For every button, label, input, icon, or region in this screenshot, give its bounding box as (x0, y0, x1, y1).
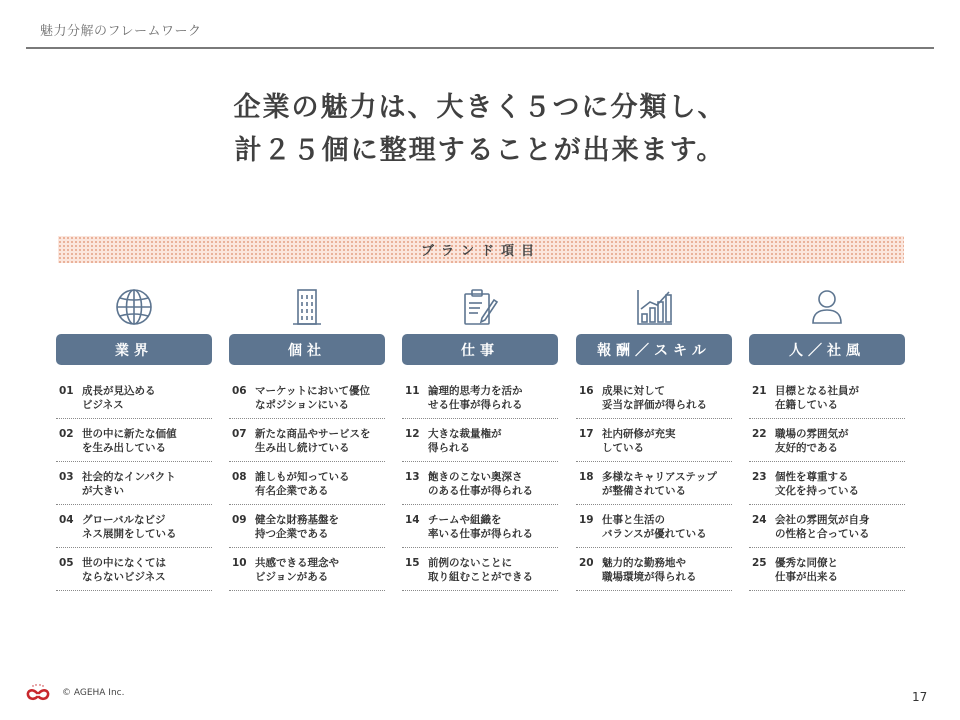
item-number: 24 (752, 514, 767, 526)
item-text: 健全な財務基盤を 持つ企業である (255, 514, 339, 540)
category-column-people-culture (749, 285, 905, 591)
category-label-reward-skill: 報酬／スキル (576, 334, 732, 365)
list-item (749, 462, 905, 505)
item-number: 12 (405, 428, 420, 440)
item-number: 19 (579, 514, 594, 526)
list-item (56, 548, 212, 591)
item-number: 15 (405, 557, 420, 569)
list-item (402, 548, 558, 591)
category-label-work: 仕事 (402, 334, 558, 365)
item-number: 08 (232, 471, 247, 483)
list-item (229, 419, 385, 462)
item-number: 14 (405, 514, 420, 526)
item-number: 01 (59, 385, 74, 397)
item-list (56, 376, 212, 591)
list-item (576, 376, 732, 419)
list-item (56, 505, 212, 548)
ageha-logo-icon (25, 683, 51, 705)
list-item (56, 376, 212, 419)
item-number: 25 (752, 557, 767, 569)
item-text: 誰しもが知っている 有名企業である (255, 471, 350, 497)
item-text: 魅力的な勤務地や 職場環境が得られる (602, 557, 697, 583)
item-number: 22 (752, 428, 767, 440)
category-column-industry (56, 285, 212, 591)
item-text: 世の中に新たな価値 を生み出している (82, 428, 177, 454)
item-number: 10 (232, 557, 247, 569)
item-list (229, 376, 385, 591)
item-text: 新たな商品やサービスを 生み出し続けている (255, 428, 371, 454)
item-text: 社内研修が充実 している (602, 428, 676, 454)
item-number: 16 (579, 385, 594, 397)
item-text: チームや組織を 率いる仕事が得られる (428, 514, 533, 540)
item-text: 成長が見込める ビジネス (82, 385, 156, 411)
item-text: 会社の雰囲気が自身 の性格と合っている (775, 514, 870, 540)
item-list (576, 376, 732, 591)
bar-chart-icon (632, 285, 676, 329)
item-number: 11 (405, 385, 420, 397)
item-text: 多様なキャリアステップ が整備されている (602, 471, 717, 497)
list-item (749, 548, 905, 591)
list-item (229, 462, 385, 505)
clipboard-pen-icon (458, 285, 502, 329)
item-text: 個性を尊重する 文化を持っている (775, 471, 859, 497)
item-text: 目標となる社員が 在籍している (775, 385, 859, 411)
category-label-people-culture: 人／社風 (749, 334, 905, 365)
list-item (576, 548, 732, 591)
item-number: 04 (59, 514, 74, 526)
category-column-reward-skill (576, 285, 732, 591)
list-item (576, 462, 732, 505)
item-text: 職場の雰囲気が 友好的である (775, 428, 849, 454)
item-number: 03 (59, 471, 74, 483)
item-text: 共感できる理念や ビジョンがある (255, 557, 339, 583)
header-divider (26, 47, 934, 49)
item-number: 20 (579, 557, 594, 569)
item-number: 18 (579, 471, 594, 483)
slide-section-title: 魅力分解のフレームワーク (40, 24, 202, 39)
item-number: 17 (579, 428, 594, 440)
slide-headline (0, 86, 960, 172)
page-number: 17 (912, 690, 928, 704)
item-text: 大きな裁量権が 得られる (428, 428, 502, 454)
list-item (402, 376, 558, 419)
list-item (749, 419, 905, 462)
item-list (749, 376, 905, 591)
item-text: 優秀な同僚と 仕事が出来る (775, 557, 838, 583)
item-number: 21 (752, 385, 767, 397)
list-item (402, 505, 558, 548)
list-item (229, 548, 385, 591)
item-text: グローバルなビジ ネス展開をしている (82, 514, 177, 540)
item-number: 13 (405, 471, 420, 483)
item-number: 05 (59, 557, 74, 569)
list-item (56, 462, 212, 505)
category-label-company: 個社 (229, 334, 385, 365)
list-item (749, 376, 905, 419)
list-item (576, 505, 732, 548)
list-item (56, 419, 212, 462)
globe-icon (112, 285, 156, 329)
item-text: 飽きのこない奥深さ のある仕事が得られる (428, 471, 533, 497)
list-item (229, 505, 385, 548)
item-text: マーケットにおいて優位 なポジションにいる (255, 385, 370, 411)
list-item (749, 505, 905, 548)
item-text: 社会的なインパクト が大きい (82, 471, 176, 497)
item-text: 論理的思考力を活か せる仕事が得られる (428, 385, 523, 411)
category-column-work (402, 285, 558, 591)
item-text: 仕事と生活の バランスが優れている (602, 514, 707, 540)
headline-line-2: 計２５個に整理することが出来ます。 (234, 135, 726, 166)
person-icon (805, 285, 849, 329)
item-list (402, 376, 558, 591)
item-number: 02 (59, 428, 74, 440)
brand-items-band (58, 236, 904, 263)
item-number: 07 (232, 428, 247, 440)
category-column-company (229, 285, 385, 591)
item-number: 23 (752, 471, 767, 483)
item-number: 06 (232, 385, 247, 397)
list-item (576, 419, 732, 462)
item-number: 09 (232, 514, 247, 526)
item-text: 前例のないことに 取り組むことができる (428, 557, 533, 583)
building-icon (285, 285, 329, 329)
list-item (229, 376, 385, 419)
headline-line-1: 企業の魅力は、大きく５つに分類し、 (233, 92, 727, 123)
list-item (402, 462, 558, 505)
copyright-text: © AGEHA Inc. (62, 688, 125, 698)
list-item (402, 419, 558, 462)
brand-items-label: ブランド項目 (420, 244, 541, 259)
category-label-industry: 業界 (56, 334, 212, 365)
item-text: 世の中になくては ならないビジネス (82, 557, 166, 583)
item-text: 成果に対して 妥当な評価が得られる (602, 385, 707, 411)
